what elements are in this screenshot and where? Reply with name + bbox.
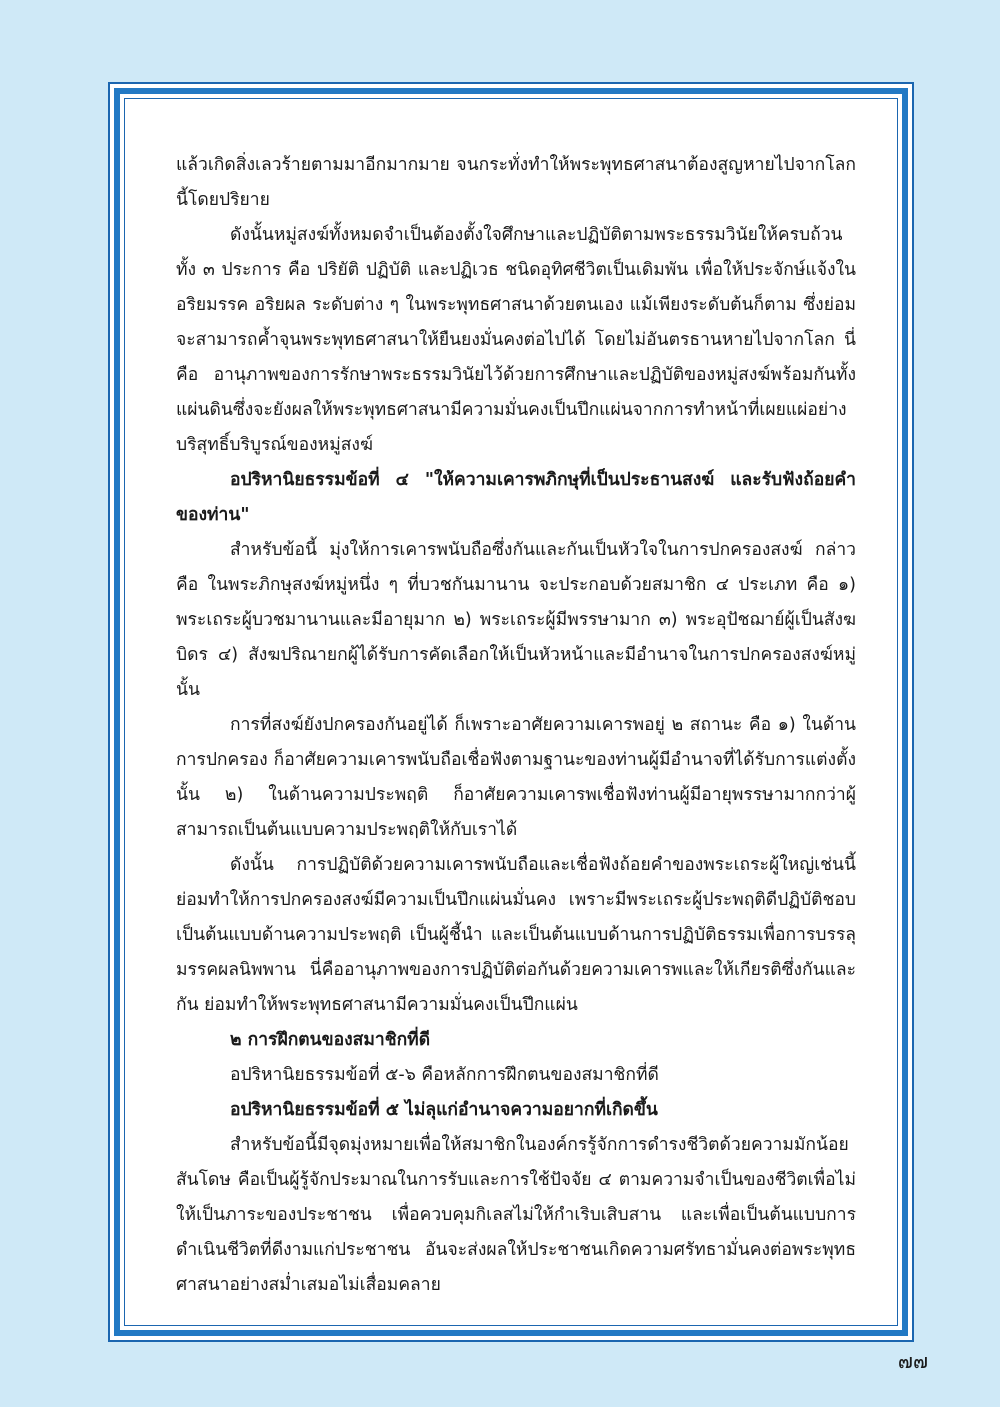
page-number: ๗๗ — [897, 1349, 928, 1373]
paragraph: การที่สงฆ์ยังปกครองกันอยู่ได้ ก็เพราะอาศัยความเคารพอยู่ ๒ สถานะ คือ ๑) ในด้านการปกครอง ก็อาศัยความเคารพนับถือเชื่อฟังตามฐานะของท่านผู้มีอำนาจที่ได้รับการแต่งตั้งนั้น ๒) ในด้านความประพฤติ ก็อาศัยความเคารพเชื่อฟังท่านผู้มีอายุพรรษามากกว่าผู้สามารถเป็นต้นแบบความประพฤติให้กับเราได้ — [176, 715, 856, 840]
paragraph: อปริหานิยธรรมข้อที่ ๕-๖ คือหลักการฝึกตนของสมาชิกที่ดี — [230, 1065, 659, 1085]
paragraph: ดังนั้น การปฏิบัติด้วยความเคารพนับถือและเชื่อฟังถ้อยคำของพระเถระผู้ใหญ่เช่นนี้ย่อมทำให้การปกครองสงฆ์มีความเป็นปึกแผ่นมั่นคง เพราะมีพระเถระผู้ประพฤติดีปฏิบัติชอบเป็นต้นแบบด้านความประพฤติ เป็นผู้ชี้นำ และเป็นต้นแบบด้านการปฏิบัติธรรมเพื่อการบรรลุมรรคผลนิพพาน นี่คืออานุภาพของการปฏิบัติต่อกันด้วยความเคารพและให้เกียรติซึ่งกันและกัน ย่อมทำให้พระพุทธศาสนามีความมั่นคงเป็นปึกแผ่น — [176, 855, 856, 1015]
section-heading: อปริหานิยธรรมข้อที่ ๕ ไม่ลุแก่อำนาจความอยากที่เกิดขึ้น — [230, 1100, 658, 1120]
paragraph: สำหรับข้อนี้มีจุดมุ่งหมายเพื่อให้สมาชิกในองค์กรรู้จักการดำรงชีวิตด้วยความมักน้อยสันโดษ คือเป็นผู้รู้จักประมาณในการรับและการใช้ปัจจัย ๔ ตามความจำเป็นของชีวิตเพื่อไม่ให้เป็นภาระของประชาชน เพื่อควบคุมกิเลสไม่ให้กำเริบเสิบสาน และเพื่อเป็นต้นแบบการดำเนินชีวิตที่ดีงามแก่ประชาชน อันจะส่งผลให้ประชาชนเกิดความศรัทธามั่นคงต่อพระพุทธศาสนาอย่างสม่ำเสมอไม่เสื่อมคลาย — [176, 1135, 856, 1295]
section-heading: อปริหานิยธรรมข้อที่ ๔ "ให้ความเคารพภิกษุที่เป็นประธานสงฆ์ และรับฟังถ้อยคำของท่าน" — [176, 470, 856, 525]
paragraph: แล้วเกิดสิ่งเลวร้ายตามมาอีกมากมาย จนกระทั่งทำให้พระพุทธศาสนาต้องสูญหายไปจากโลกนี้โดยปริยาย — [176, 155, 856, 210]
paragraph: สำหรับข้อนี้ มุ่งให้การเคารพนับถือซึ่งกันและกันเป็นหัวใจในการปกครองสงฆ์ กล่าวคือ ในพระภิกษุสงฆ์หมู่หนึ่ง ๆ ที่บวชกันมานาน จะประกอบด้วยสมาชิก ๔ ประเภท คือ ๑) พระเถระผู้บวชมานานและมีอายุมาก ๒) พระเถระผู้มีพรรษามาก ๓) พระอุปัชฌาย์ผู้เป็นสังฆบิดร ๔) สังฆปริณายกผู้ได้รับการคัดเลือกให้เป็นหัวหน้าและมีอำนาจในการปกครองสงฆ์หมู่นั้น — [176, 540, 856, 700]
paragraph: ดังนั้นหมู่สงฆ์ทั้งหมดจำเป็นต้องตั้งใจศึกษาและปฏิบัติตามพระธรรมวินัยให้ครบถ้วนทั้ง ๓ ประการ คือ ปริยัติ ปฏิบัติ และปฏิเวธ ชนิดอุทิศชีวิตเป็นเดิมพัน เพื่อให้ประจักษ์แจ้งในอริยมรรค อริยผล ระดับต่าง ๆ ในพระพุทธศาสนาด้วยตนเอง แม้เพียงระดับต้นก็ตาม ซึ่งย่อมจะสามารถค้ำจุนพระพุทธศาสนาให้ยืนยงมั่นคงต่อไปได้ โดยไม่อันตรธานหายไปจากโลก นี่คือ อานุภาพของการรักษาพระธรรมวินัยไว้ด้วยการศึกษาและปฏิบัติของหมู่สงฆ์พร้อมกันทั้งแผ่นดินซึ่งจะยังผลให้พระพุทธศาสนามีความมั่นคงเป็นปึกแผ่นจากการทำหน้าที่เผยแผ่อย่างบริสุทธิ์บริบูรณ์ของหมู่สงฆ์ — [176, 225, 856, 455]
section-heading: ๒ การฝึกตนของสมาชิกที่ดี — [230, 1030, 431, 1050]
body-text — [176, 148, 856, 1303]
